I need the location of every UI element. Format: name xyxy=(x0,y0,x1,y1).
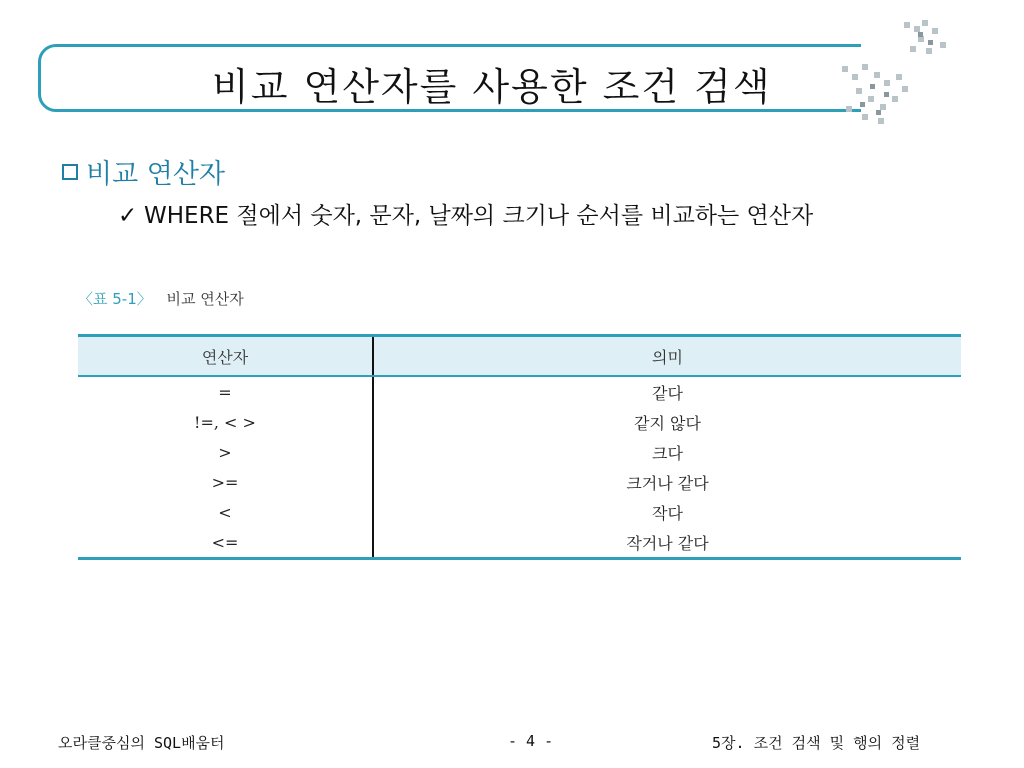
footer-page-number: - 4 - xyxy=(508,732,554,750)
table-row xyxy=(78,407,961,437)
table-row xyxy=(78,467,961,497)
slide-title: 비교 연산자를 사용한 조건 검색 xyxy=(212,65,772,109)
bullet-item-text: WHERE 절에서 숫자, 문자, 날짜의 크기나 순서를 비교하는 연산자 xyxy=(144,203,814,229)
column-header-operator: 연산자 xyxy=(78,336,373,377)
operator-cell: = xyxy=(78,376,373,407)
table-caption-label: 〈표 5-1〉 xyxy=(78,290,152,308)
pixel-decoration-icon xyxy=(822,18,972,130)
column-header-meaning: 의미 xyxy=(373,336,961,377)
operator-cell: <= xyxy=(78,527,373,559)
operator-cell: > xyxy=(78,437,373,467)
square-bullet-icon xyxy=(62,164,78,180)
table-row xyxy=(78,437,961,467)
table-caption-text: 비교 연산자 xyxy=(166,290,244,308)
comparison-operators-table xyxy=(78,334,961,560)
meaning-cell: 같지 않다 xyxy=(634,413,701,433)
bullet-heading-text: 비교 연산자 xyxy=(86,159,225,190)
footer-chapter-title: 5장. 조건 검색 및 행의 정렬 xyxy=(712,734,921,752)
bullet-heading xyxy=(62,152,225,191)
bullet-item xyxy=(118,200,968,232)
table-header-row xyxy=(78,336,961,377)
table-row xyxy=(78,376,961,407)
operator-cell: < xyxy=(78,497,373,527)
check-icon: ✓ xyxy=(118,203,138,229)
meaning-cell: 같다 xyxy=(652,383,683,403)
meaning-cell: 크거나 같다 xyxy=(626,473,709,493)
meaning-cell: 작거나 같다 xyxy=(373,527,961,559)
table-row xyxy=(78,497,961,527)
meaning-cell: 크다 xyxy=(652,443,683,463)
footer-book-title: 오라클중심의 SQL배움터 xyxy=(58,734,225,752)
operator-cell: !=, < > xyxy=(78,407,373,437)
table-caption xyxy=(78,288,244,309)
table-row xyxy=(78,527,961,559)
meaning-cell: 작다 xyxy=(652,503,683,523)
operator-cell: >= xyxy=(78,467,373,497)
